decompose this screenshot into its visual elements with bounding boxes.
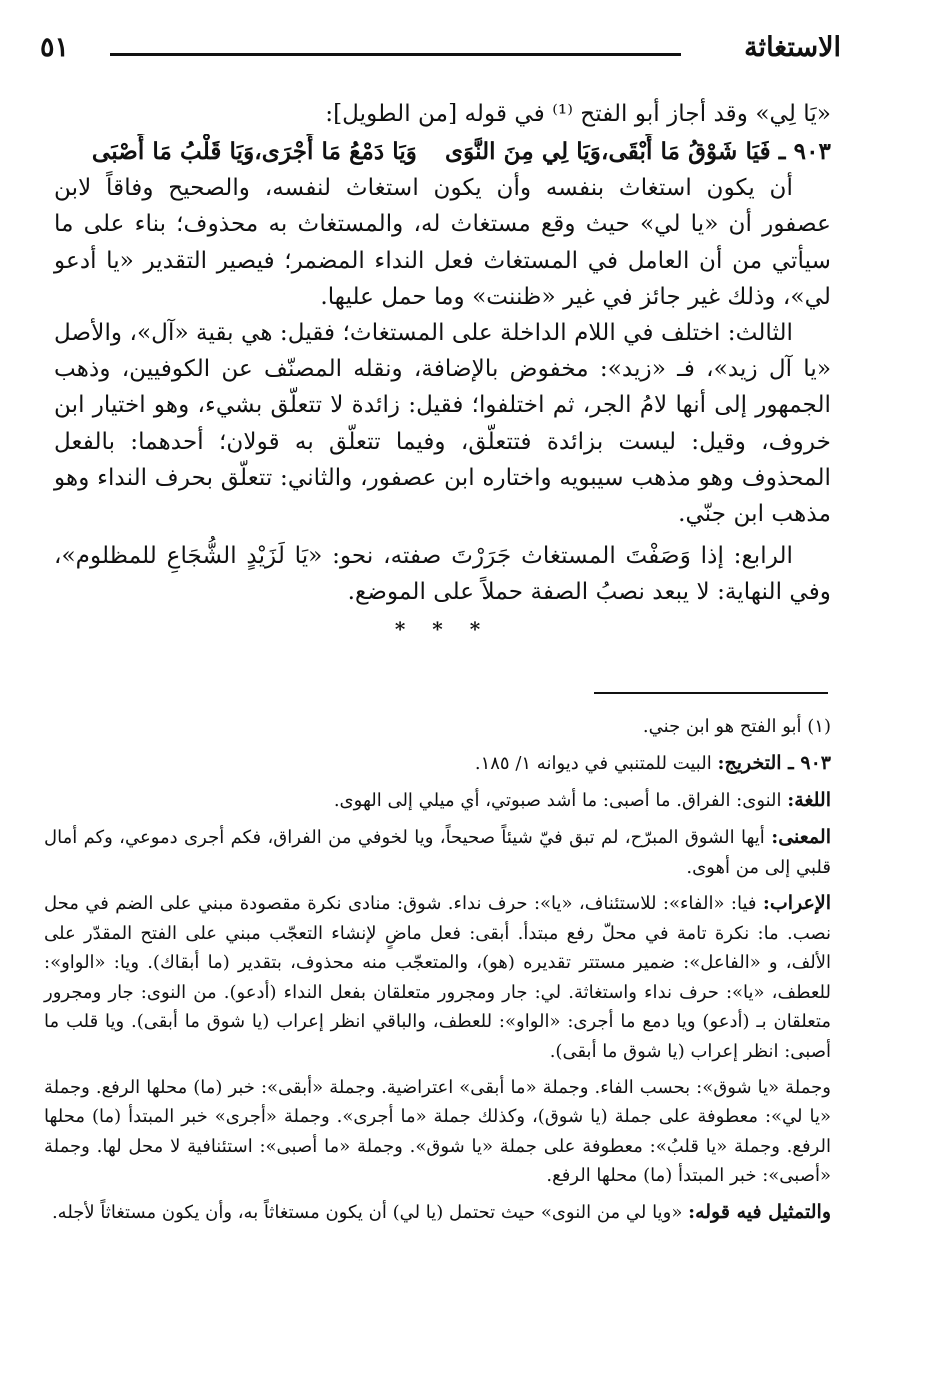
- footnote-1: (١) أبو الفتح هو ابن جني.: [642, 716, 831, 737]
- note-mana: [44, 822, 831, 883]
- header-rule: [110, 53, 681, 56]
- paragraph-1: أن يكون استغاث بنفسه وأن يكون استغاث لنفسه، والصحيح وفاقاً لابن عصفور أن «يا لي» حيث وقع مستغاث له، والمستغاث به محذوف؛ بناء على ما سيأتي من أن العامل في المستغاث فعل النداء المضمر؛ فيصير التقدير «يا أدعو لي»، وذلك غير جائز في غير «ظننت» وما حمل عليها.: [54, 174, 831, 310]
- paragraph-fourth-point: الرابع: إذا وَصَفْتَ المستغاث جَرَرْتَ صفته، نحو: «يَا لَزَيْدٍ الشُّجَاعِ للمظلوم»، وفي النهاية: لا يبعد نصبُ الصفة حملاً على الموضع.: [54, 542, 831, 606]
- note-jumal: وجملة «يا شوق»: بحسب الفاء. وجملة «ما أبقى» اعتراضية. وجملة «أبقى»: خبر (ما) محلها الرفع. وجملة «يا لي»: معطوفة على جملة (يا شوق)، وكذلك جملة «ما أجرى». وجملة «أجرى» خبر المبتدأ (ما) محلها الرفع. وجملة «يا قلبُ»: معطوفة على جملة «يا شوق». وجملة «ما أصبى»: استئنافية لا محل لها. وجملة «أصبى»: خبر المبتدأ (ما) محلها الرفع.: [44, 1076, 831, 1187]
- poetry-verse: [54, 134, 831, 170]
- note-tamthil-label: والتمثيل فيه قوله:: [688, 1200, 831, 1223]
- page-number: ٥١: [40, 32, 70, 63]
- note-takhrij: [44, 748, 831, 779]
- main-text: [54, 96, 831, 641]
- section-separator: * * *: [394, 616, 491, 641]
- note-irab-label: الإعراب:: [762, 892, 831, 914]
- note-irab: [44, 889, 831, 1067]
- paragraph-third-point: الثالث: اختلف في اللام الداخلة على المستغاث؛ فقيل: هي بقية «آل»، والأصل «يا آل زيد»، فـ «زيد»: مخفوض بالإضافة، ونقله المصنّف عن الكوفيين، وذهب الجمهور إلى أنها لامُ الجر، ثم اختلفوا؛ فقيل: زائدة لا تتعلّق بشيء، وهو اختيار ابن خروف، وقيل: ليست بزائدة فتتعلّق، وفيما تتعلّق به قولان؛ أحدهما: بالفعل المحذوف وهو مذهب سيبويه واختاره ابن عصفور، والثاني: تتعلّق بحرف النداء وهو مذهب ابن جنّي.: [54, 319, 831, 528]
- note-takhrij-text: البيت للمتنبي في ديوانه ١/ ١٨٥.: [474, 753, 718, 774]
- note-lugha-text: النوى: الفراق. ما أصبى: ما أشد صبوتي، أي ميلي إلى الهوى.: [333, 790, 788, 811]
- running-header: [30, 30, 841, 70]
- chapter-title: الاستغاثة: [744, 32, 841, 63]
- intro-line: «يَا لِي» وقد أجاز أبو الفتح ⁽¹⁾ في قوله [من الطويل]:: [325, 100, 831, 127]
- note-takhrij-label: ٩٠٣ ـ التخريج:: [717, 752, 831, 774]
- verse-first-hemistich: ٩٠٣ ـ فَيَا شَوْقُ مَا أَبْقَى،وَيَا لِي مِنَ النَّوَى: [444, 138, 831, 166]
- footnote-rule: [594, 692, 828, 694]
- note-mana-text: أيها الشوق المبرّح، لم تبق فيّ شيئاً صحيحاً، ويا لخوفي من الفراق، فكم أجرى دموعي، وكم أمال قلبي إلى من أهوى.: [44, 827, 831, 878]
- note-irab-text: فيا: «الفاء»: للاستئناف، «يا»: حرف نداء. شوق: منادى نكرة مقصودة مبني على الضم في محل نصب. ما: نكرة تامة في محلّ رفع مبتدأ. أبقى: فعل ماضٍ لإنشاء التعجّب مبني على الفتح المقدّر على الألف، و «الفاعل»: ضمير مستتر تقديره (هو)، والمتعجّب منه محذوف، بتقدير (ما أبقاك). ويا: «الواو»: للعطف، «يا»: حرف نداء واستغاثة. لي: جار ومجرور متعلقان بفعل النداء (أدعو). من النوى: جار ومجرور متعلقان بـ (أدعو) ويا دمع ما أجرى: «الواو»: للعطف، والباقي انظر إعراب (يا شوق ما أبقى). ويا قلب ما أصبى: انظر إعراب (يا شوق ما أبقى).: [44, 893, 832, 1062]
- footnotes: [44, 712, 831, 1234]
- note-tamthil-text: «ويا لي من النوى» حيث تحتمل (يا لي) أن يكون مستغاثاً به، وأن يكون مستغاثاً لأجله.: [51, 1201, 689, 1223]
- note-lugha: [44, 785, 831, 816]
- note-lugha-label: اللغة:: [787, 789, 831, 811]
- verse-second-hemistich: وَيَا دَمْعُ مَا أَجْرَى،وَيَا قَلْبُ مَا أَصْبَى: [91, 138, 417, 166]
- note-tamthil: [44, 1197, 831, 1228]
- note-mana-label: المعنى:: [771, 826, 831, 848]
